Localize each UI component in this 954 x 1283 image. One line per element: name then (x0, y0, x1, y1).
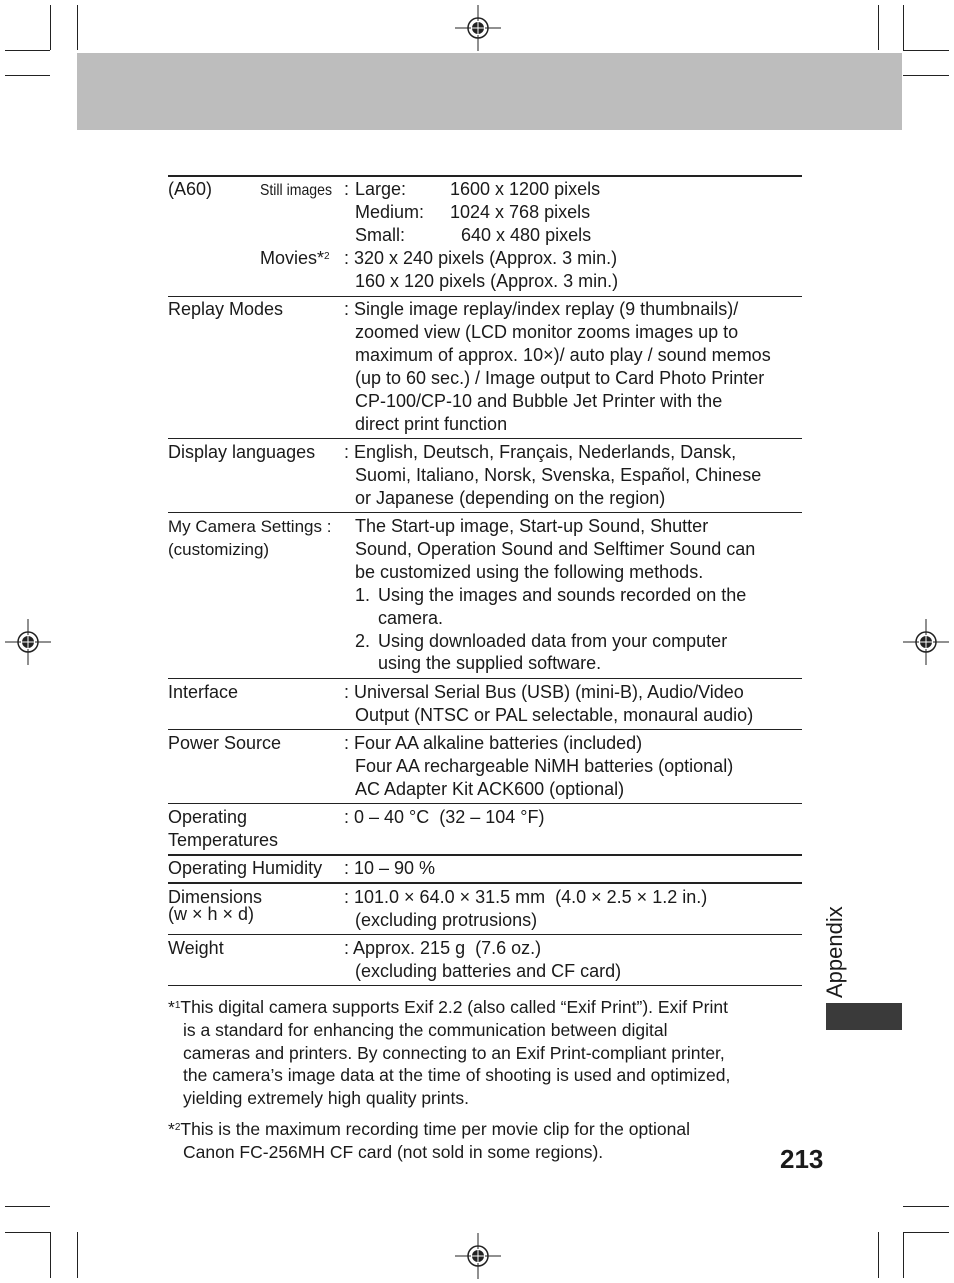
spec-value-line: camera. (378, 608, 444, 628)
spec-label: Operating Humidity (168, 858, 323, 878)
table-rule (168, 296, 802, 297)
page-number: 213 (780, 1144, 824, 1174)
colon: : (344, 179, 350, 199)
spec-label: Weight (168, 938, 224, 958)
spec-value-line: : 10 – 90 % (344, 858, 436, 878)
spec-value-line: maximum of approx. 10×)/ auto play / sound memos (355, 345, 771, 365)
spec-value-line: Suomi, Italiano, Norsk, Svenska, Español, Chinese (355, 465, 762, 485)
spec-label: My Camera Settings : (168, 517, 332, 536)
spec-value-line: Using downloaded data from your computer (378, 631, 728, 651)
spec-label-sub: Temperatures (168, 830, 279, 850)
footnote-line: yielding extremely high quality prints. (183, 1088, 469, 1108)
footnote-line: is a standard for enhancing the communication between digital (183, 1020, 668, 1040)
spec-value-line: : Four AA alkaline batteries (included) (344, 733, 643, 753)
size-value: 1600 x 1200 pixels (450, 179, 601, 199)
still-images-label: Still images (260, 182, 332, 199)
spec-value-line: 160 x 120 pixels (Approx. 3 min.) (355, 271, 619, 291)
spec-label-sub: (w × h × d) (168, 904, 255, 924)
spec-value-line: Sound, Operation Sound and Selftimer Sound can (355, 539, 756, 559)
spec-value-line: : 101.0 × 64.0 × 31.5 mm (4.0 × 2.5 × 1.2 in.) (344, 887, 708, 907)
table-rule (168, 729, 802, 730)
spec-value-line: Using the images and sounds recorded on the (378, 585, 747, 605)
spec-label: Replay Modes (168, 299, 284, 319)
spec-label-sub: (customizing) (168, 540, 270, 559)
header-band (77, 53, 902, 130)
footnote-line: the camera’s image data at the time of shooting is used and optimized, (183, 1065, 731, 1085)
spec-value-line: direct print function (355, 414, 508, 434)
table-rule (168, 175, 802, 177)
table-rule (168, 882, 802, 884)
spec-value-line: (excluding protrusions) (355, 910, 538, 930)
spec-value-line: : 0 – 40 °C (32 – 104 °F) (344, 807, 545, 827)
spec-value-line: or Japanese (depending on the region) (355, 488, 666, 508)
spec-label: Operating (168, 807, 248, 827)
footnote-line: *$^2$This is the maximum recording time per movie clip for the optional (168, 1119, 691, 1139)
list-number: 1. (355, 585, 371, 605)
spec-value-line: : Single image replay/index replay (9 thumbnails)/ (344, 299, 739, 319)
spec-value-line: Four AA rechargeable NiMH batteries (optional) (355, 756, 734, 776)
spec-value-line: using the supplied software. (378, 653, 602, 673)
registration-mark-icon (903, 619, 949, 665)
spec-value-line: : Universal Serial Bus (USB) (mini-B), Audio/Video (344, 682, 744, 702)
table-rule (168, 934, 802, 935)
spec-value-line: AC Adapter Kit ACK600 (optional) (355, 779, 625, 799)
spec-value-line: zoomed view (LCD monitor zooms images up to (355, 322, 739, 342)
section-side-label: Appendix (822, 906, 847, 998)
spec-label: Display languages (168, 442, 316, 462)
list-number: 2. (355, 631, 371, 651)
table-rule (168, 985, 802, 986)
spec-value-line: Output (NTSC or PAL selectable, monaural audio) (355, 705, 754, 725)
spec-value-line: : Approx. 215 g (7.6 oz.) (344, 938, 542, 958)
footnote-line: cameras and printers. By connecting to an Exif Print-compliant printer, (183, 1043, 725, 1063)
size-name: Small: (355, 225, 406, 245)
registration-mark-icon (455, 5, 501, 51)
spec-label: Dimensions (168, 887, 263, 907)
section-tab (826, 1003, 902, 1030)
spec-value-line: (up to 60 sec.) / Image output to Card Photo Printer (355, 368, 765, 388)
movies-label: Movies*$^2$ (260, 248, 330, 268)
spec-value-line: (excluding batteries and CF card) (355, 961, 622, 981)
spec-value-line: : 320 x 240 pixels (Approx. 3 min.) (344, 248, 618, 268)
size-value: 1024 x 768 pixels (450, 202, 591, 222)
table-rule (168, 678, 802, 679)
spec-value-line: CP-100/CP-10 and Bubble Jet Printer with the (355, 391, 723, 411)
size-name: Large: (355, 179, 407, 199)
footnote-line: Canon FC-256MH CF card (not sold in some regions). (183, 1142, 604, 1162)
spec-value-line: : English, Deutsch, Français, Nederlands, Dansk, (344, 442, 737, 462)
registration-mark-icon (5, 619, 51, 665)
spec-value-line: The Start-up image, Start-up Sound, Shutter (355, 516, 709, 536)
table-rule (168, 512, 802, 513)
spec-label: (A60) (168, 179, 213, 199)
spec-label: Interface (168, 682, 239, 702)
spec-label: Power Source (168, 733, 282, 753)
size-value: 640 x 480 pixels (461, 225, 592, 245)
table-rule (168, 803, 802, 804)
table-rule (168, 438, 802, 439)
registration-mark-icon (455, 1233, 501, 1279)
size-name: Medium: (355, 202, 425, 222)
spec-value-line: be customized using the following methods. (355, 562, 704, 582)
table-rule (168, 854, 802, 856)
footnote-line: *$^1$This digital camera supports Exif 2.2 (also called “Exif Print”). Exif Print (168, 997, 728, 1017)
